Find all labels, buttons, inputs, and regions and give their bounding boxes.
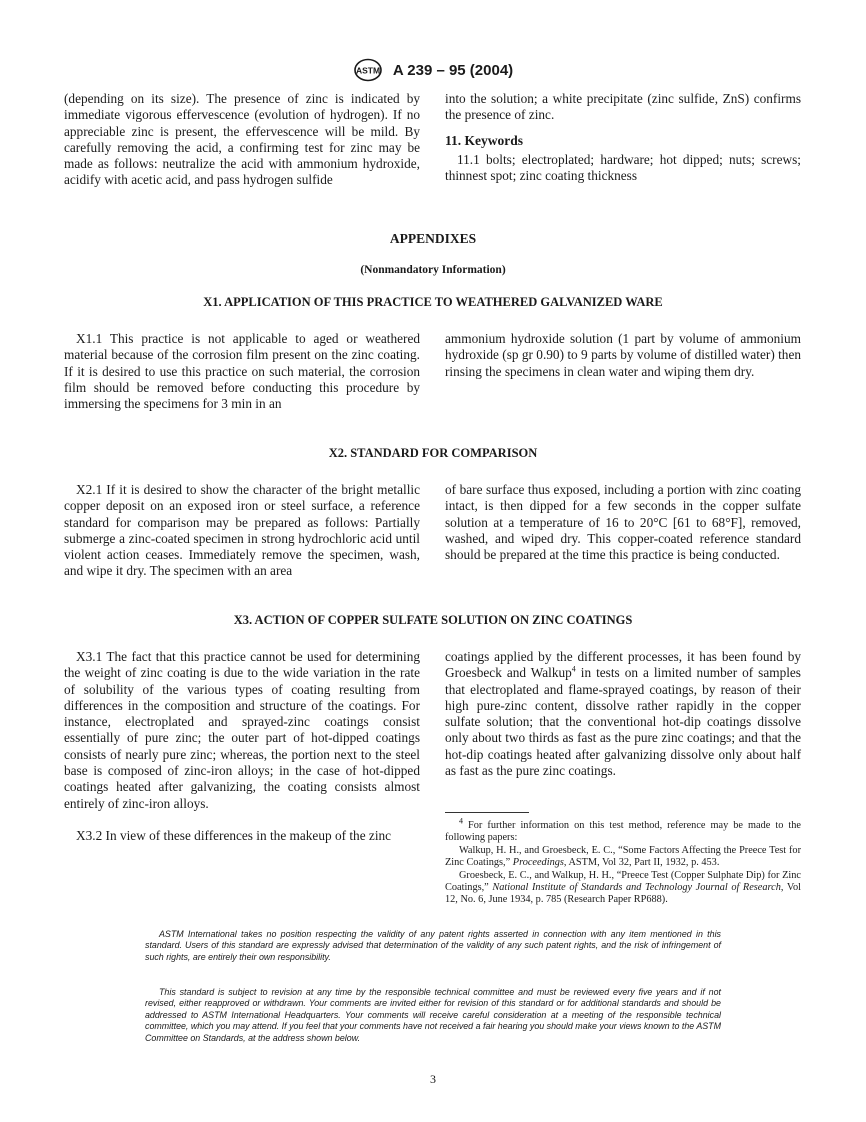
page-number: 3	[430, 1072, 436, 1086]
standard-designation: A 239 – 95 (2004)	[392, 61, 514, 79]
paragraph: X1.1 This practice is not applicable to aged or weathered material because of the corrosion film present on the zinc coating. If it is desired to use this practice on such material, the corrosion film should be removed before conducting this procedure by immersing the specimens for 3 min in an	[64, 331, 420, 412]
x3-right-column	[445, 649, 801, 779]
x3-heading: X3. ACTION OF COPPER SULFATE SOLUTION ON ZINC COATINGS	[233, 613, 633, 627]
page-header	[0, 58, 866, 82]
x1-left-column	[64, 331, 420, 412]
appendixes-subtitle: (Nonmandatory Information)	[360, 264, 506, 276]
paragraph: X2.1 If it is desired to show the character of the bright metallic copper deposit on an exposed iron or steel surface, a reference standard for comparison may be prepared as follows: Partially submerge a zinc-coated specimen in strong hydrochloric acid until violent action ceases. Immediately remove the specimen, wash, and wipe it dry. The specimen with an area	[64, 482, 420, 579]
x1-right-column	[445, 331, 801, 380]
paragraph: (depending on its size). The presence of zinc is indicated by immediate vigorous effervescence (evolution of hydrogen). If no appreciable zinc is present, the effervescence will be mild. By carefully removing the acid, a confirming test for zinc may be made as follows: neutralize the acid with ammonium hydroxide, acidify with acetic acid, and pass hydrogen sulfide	[64, 91, 420, 188]
keywords-heading: 11. Keywords	[445, 132, 524, 148]
section-10-continuation-left	[64, 91, 420, 189]
svg-text:ASTM: ASTM	[355, 65, 380, 76]
text-run: Walkup, H. H., and Groesbeck, E. C., “Some Factors Affecting the Preece Test for Zinc Coatings,”	[445, 844, 801, 869]
text-run: , Vol 12, No. 6, June 1934, p. 785 (Research Paper RP688).	[445, 882, 801, 906]
text-run: in tests on a limited number of samples that electroplated and flame-sprayed coatings, by reason of their high pure-zinc content, dissolve rather rapidly in the copper sulfate solution; that the conventional hot-dip coatings dissolve only about two thirds as fast as the pure zinc coatings; and that the hot-dip coatings heated after galvanizing dissolve only about half as fast as the pure zinc coatings.	[445, 665, 801, 779]
text-run: Groesbeck, E. C., and Walkup, H. H., “Preece Test (Copper Sulphate Dip) for Zinc Coatings,”	[445, 869, 801, 894]
x2-left-column	[64, 482, 420, 580]
appendixes-title: APPENDIXES	[389, 231, 477, 246]
revision-notice	[145, 987, 721, 1044]
x2-right-column	[445, 482, 801, 563]
footnote-reference	[445, 870, 801, 907]
patent-notice	[145, 929, 721, 963]
paragraph: X3.1 The fact that this practice cannot be used for determining the weight of zinc coating is due to the wide variation in the rate of solubility of the various types of coating resulting from differences in the composition and structure of the coatings. For instance, electroplated and sprayed-zinc coatings consist essentially of pure zinc; the outer part of hot-dipped coatings consists of nearly pure zinc; whereas, the portion next to the steel base is composed of zinc-iron alloys; in the case of hot-dipped coatings heated after galvanizing, the coating consists almost entirely of zinc-iron alloys.	[64, 649, 420, 811]
paragraph: of bare surface thus exposed, including a portion with zinc coating intact, is then dipped for a few seconds in the copper sulfate solution at a temperature of 16 to 20°C [61 to 68°F], removed, washed, and wiped dry. This copper-coated reference standard should be prepared at the time this practice is being conducted.	[445, 482, 801, 563]
x2-heading: X2. STANDARD FOR COMPARISON	[328, 446, 538, 460]
paragraph: X3.2 In view of these differences in the makeup of the zinc	[76, 827, 392, 843]
paragraph: ASTM International takes no position respecting the validity of any patent rights asserted in connection with any item mentioned in this standard. Users of this standard are expressly advised that determination of the validity of any such patent rights, and the risk of infringement of such rights, are entirely their own responsibility.	[145, 929, 721, 962]
paragraph: ammonium hydroxide solution (1 part by volume of ammonium hydroxide (sp gr 0.90) to 9 parts by volume of distilled water) then rinsing the specimens in clean water and wiping them dry.	[445, 331, 801, 379]
footnote-divider	[445, 812, 529, 813]
text-run: , ASTM, Vol 32, Part II, 1932, p. 453.	[563, 857, 720, 869]
keywords-text: 11.1 bolts; electroplated; hardware; hot dipped; nuts; screws; thinnest spot; zinc coating thickness	[445, 151, 801, 184]
paragraph: This standard is subject to revision at any time by the responsible technical committee and must be reviewed every five years and if not revised, either reapproved or withdrawn. Your comments are invited either for revision of this standard or for additional standards and should be addressed to ASTM International Headquarters. Your comments will receive careful consideration at a meeting of the responsible technical committee, which you may attend. If you feel that your comments have not received a fair hearing you should make your views known to the ASTM Committee on Standards, at the address shown below.	[145, 987, 721, 1043]
paragraph	[445, 649, 801, 779]
section-10-continuation-right	[445, 91, 801, 184]
text-run: coatings applied by the different processes, it has been found by Groesbeck and Walkup	[445, 649, 801, 681]
text-run: For further information on this test method, reference may be made to the following papers:	[445, 820, 801, 844]
footnotes	[445, 816, 801, 907]
x3-left-column	[64, 649, 420, 844]
x1-heading: X1. APPLICATION OF THIS PRACTICE TO WEATHERED GALVANIZED WARE	[203, 295, 663, 309]
astm-logo-icon	[353, 58, 383, 82]
paragraph: into the solution; a white precipitate (zinc sulfide, ZnS) confirms the presence of zinc.	[445, 91, 801, 123]
footnote-ref: 4	[571, 664, 576, 674]
footnote-marker: 4	[459, 816, 463, 826]
text-run: National Institute of Standards and Technology Journal of Research	[492, 882, 781, 894]
footnote-reference	[445, 845, 801, 870]
text-run: Proceedings	[512, 857, 564, 869]
footnote-intro	[445, 816, 801, 845]
